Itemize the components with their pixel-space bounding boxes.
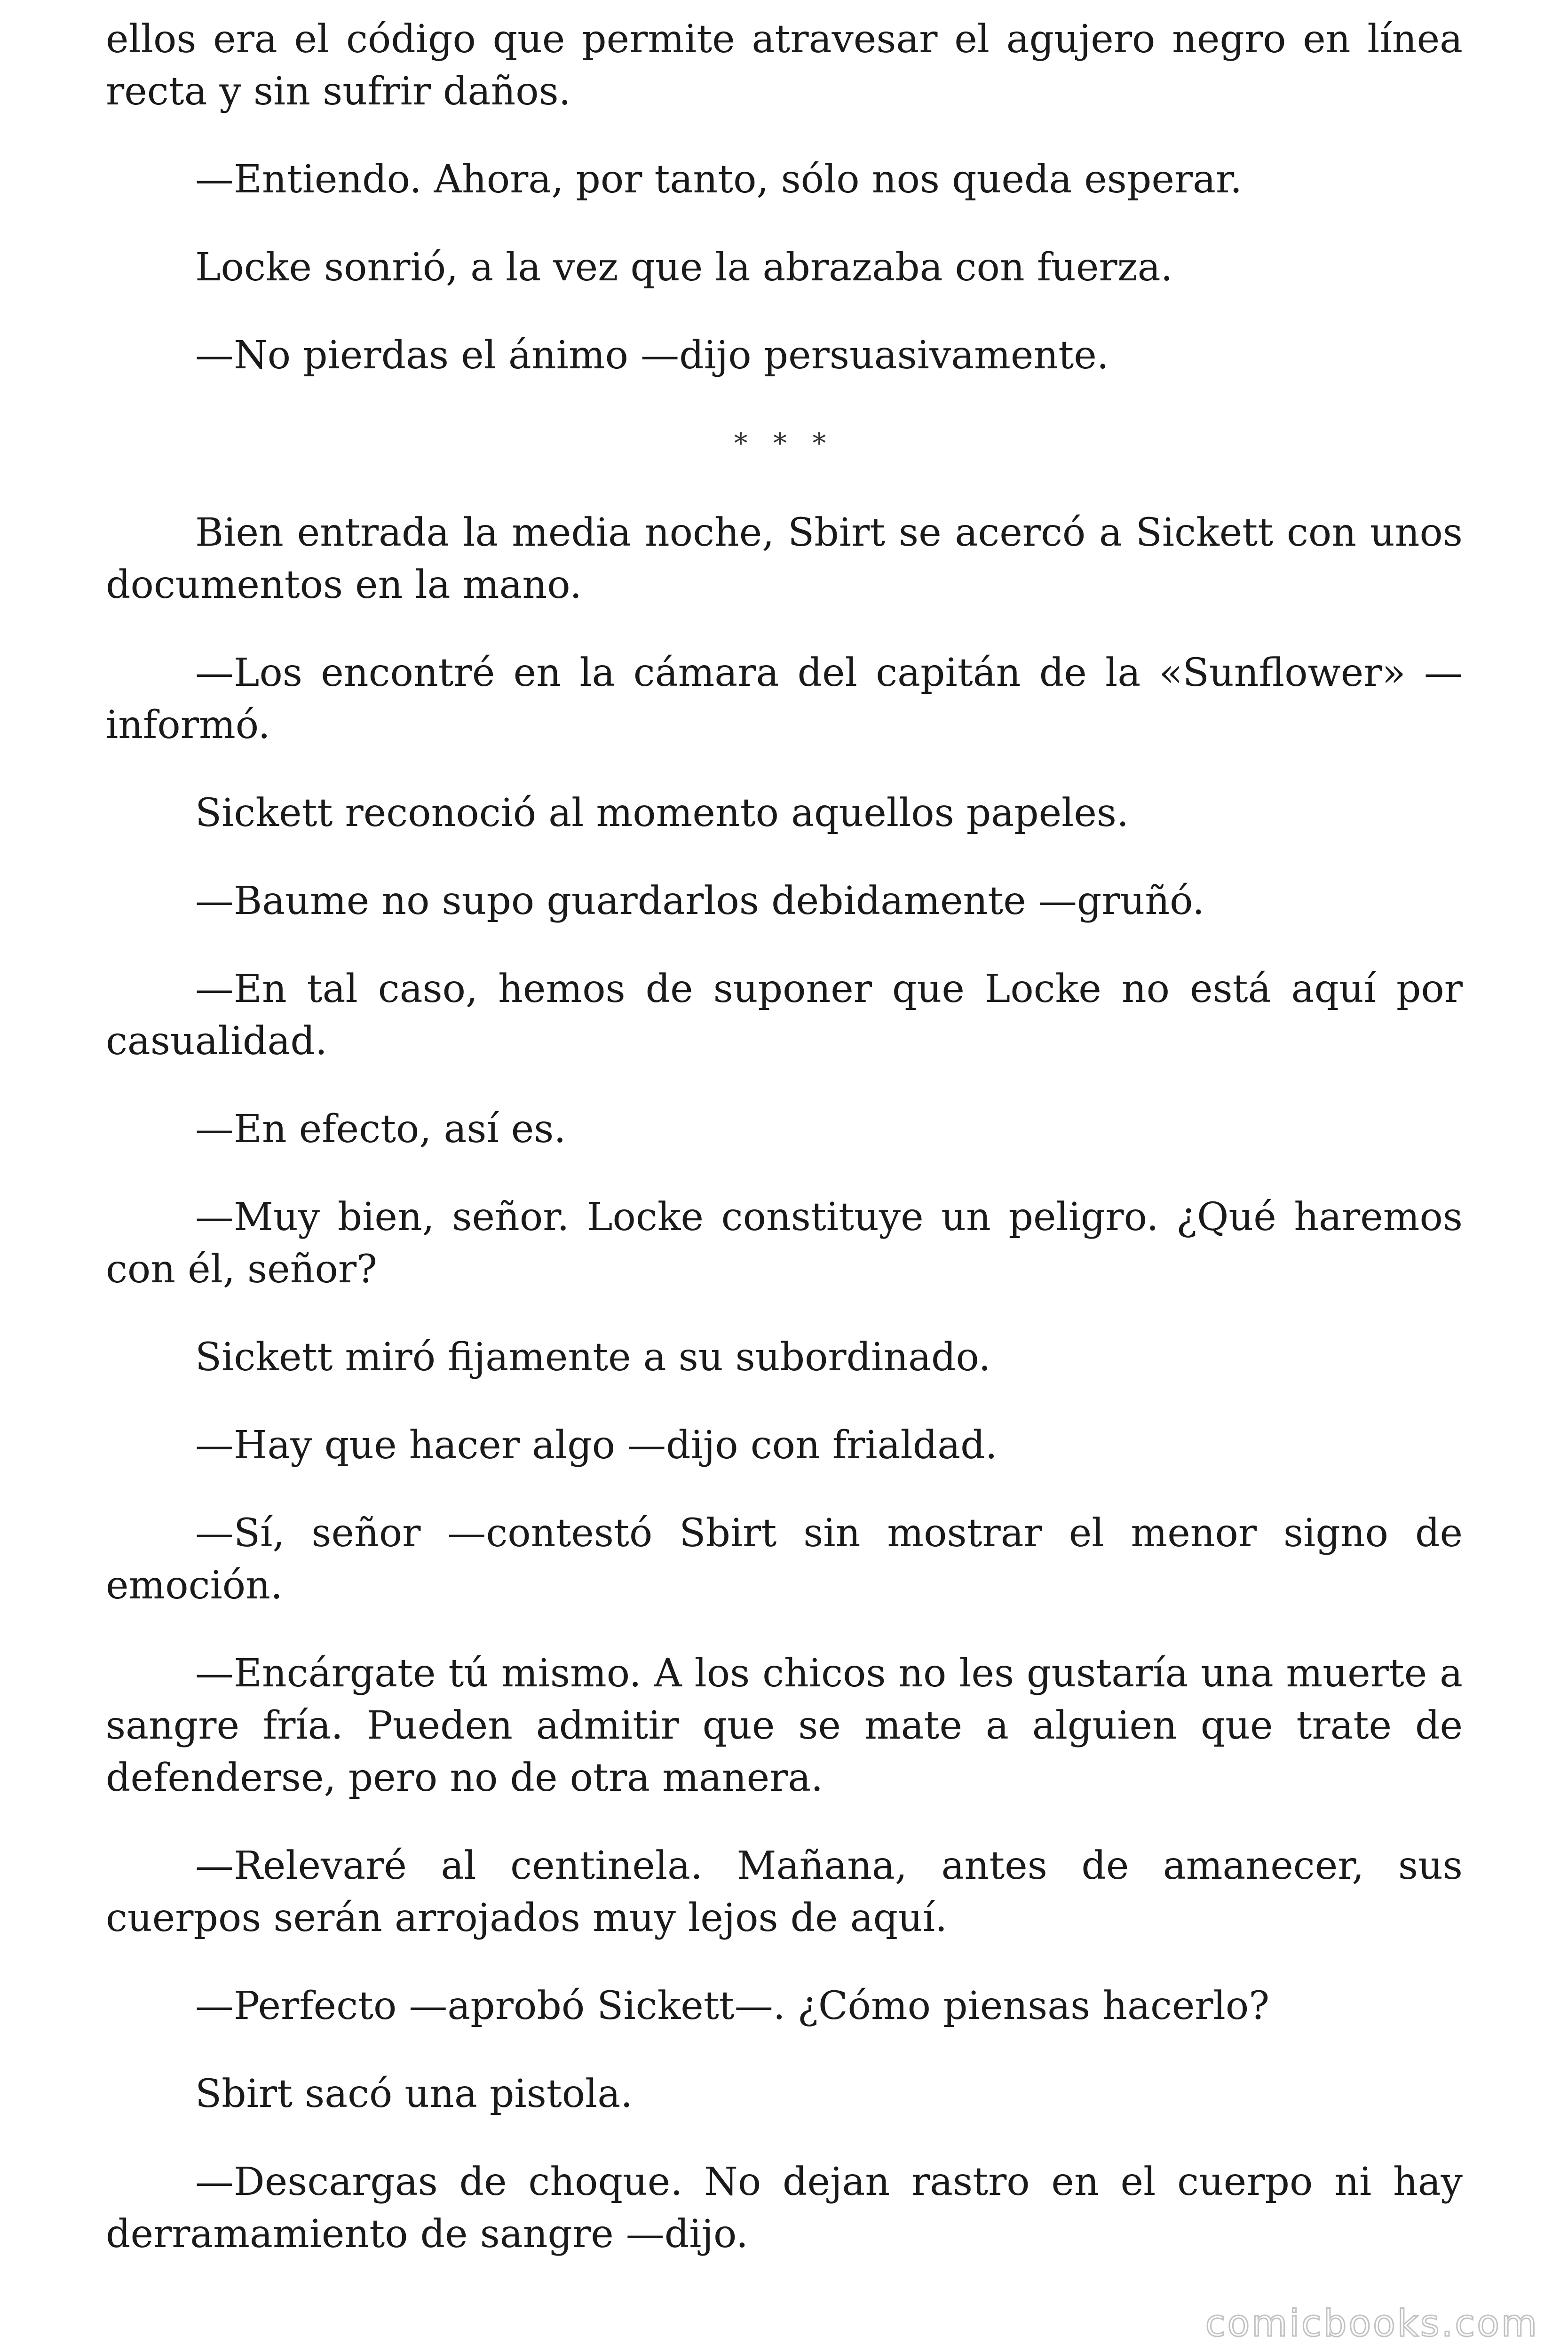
paragraph: —No pierdas el ánimo —dijo persuasivamente. <box>195 333 1109 378</box>
paragraph: —Perfecto —aprobó Sickett—. ¿Cómo piensas hacerlo? <box>195 1984 1270 2028</box>
paragraph: Locke sonrió, a la vez que la abrazaba con fuerza. <box>195 245 1173 290</box>
paragraph: —En tal caso, hemos de suponer que Locke no está aquí por casualidad. <box>106 967 1463 1064</box>
paragraph: —Muy bien, señor. Locke constituye un peligro. ¿Qué haremos con él, señor? <box>106 1195 1463 1292</box>
paragraph: —Entiendo. Ahora, por tanto, sólo nos queda esperar. <box>195 157 1243 202</box>
paragraph: —En efecto, así es. <box>195 1107 566 1152</box>
paragraph: Sbirt sacó una pistola. <box>195 2072 633 2116</box>
paragraph: Sickett reconoció al momento aquellos papeles. <box>195 791 1129 835</box>
text-body <box>106 13 1463 2296</box>
paragraph: —Sí, señor —contestó Sbirt sin mostrar el menor signo de emoción. <box>106 1511 1463 1608</box>
section-separator: * * * <box>734 427 835 459</box>
paragraph: —Relevaré al centinela. Mañana, antes de amanecer, sus cuerpos serán arrojados muy lejos de aquí. <box>106 1843 1463 1940</box>
paragraph: —Los encontré en la cámara del capitán de la «Sunflower» — informó. <box>106 651 1463 747</box>
paragraph: ellos era el código que permite atravesar el agujero negro en línea recta y sin sufrir daños. <box>106 17 1463 114</box>
paragraph: —Baume no supo guardarlos debidamente —gruñó. <box>195 879 1205 923</box>
paragraph: —Encárgate tú mismo. A los chicos no les gustaría una muerte a sangre fría. Pueden admitir que se mate a alguien que trate de defenderse, pero no de otra manera. <box>106 1651 1463 1800</box>
paragraph: —Descargas de choque. No dejan rastro en el cuerpo ni hay derramamiento de sangre —dijo. <box>106 2160 1463 2257</box>
watermark: comicbooks.com <box>1205 2303 1539 2345</box>
paragraph: Bien entrada la media noche, Sbirt se acercó a Sickett con unos documentos en la mano. <box>106 510 1463 607</box>
paragraph: Sickett miró fijamente a su subordinado. <box>195 1335 991 1380</box>
paragraph: —Hay que hacer algo —dijo con frialdad. <box>195 1423 998 1468</box>
